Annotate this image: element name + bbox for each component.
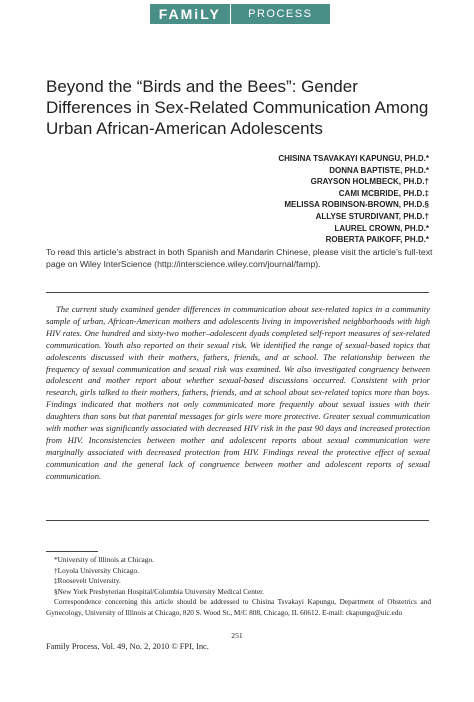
journal-header-banner bbox=[150, 4, 330, 24]
translation-note: To read this article’s abstract in both Spanish and Mandarin Chinese, please visit the article’s full-text page on Wiley InterScience (http://interscience.wiley.com/journal/famp). bbox=[46, 247, 433, 269]
journal-name-process: PROCESS bbox=[231, 4, 330, 24]
footnote-affiliation: §New York Presbyterian Hospital/Columbia University Medical Center. bbox=[54, 586, 264, 596]
journal-citation: Family Process, Vol. 49, No. 2, 2010 © FPI, Inc. bbox=[46, 642, 209, 651]
footnote-rule bbox=[46, 551, 98, 552]
correspondence-note: Correspondence concerning this article should be addressed to Chisina Tsvakayi Kapungu, Department of Obstetrics and Gynecology, University of Illinois at Chicago, 820 S. Wood St., M/C 808, Chicago, IL 60612. E-mail: ckapungu@uic.edu bbox=[46, 597, 431, 617]
author-name: CAMI MCBRIDE, PH.D.‡ bbox=[338, 188, 429, 198]
footnote-affiliation: *University of Illinois at Chicago. bbox=[54, 555, 154, 564]
author-name: ROBERTA PAIKOFF, PH.D.* bbox=[325, 235, 429, 245]
footnote-affiliation: ‡Roosevelt University. bbox=[54, 576, 121, 585]
author-name: GRAYSON HOLMBECK, PH.D.† bbox=[310, 177, 429, 187]
journal-name-family: FAMiLY bbox=[150, 4, 230, 24]
author-list bbox=[169, 153, 429, 246]
article-title: Beyond the “Birds and the Bees”: Gender Differences in Sex-Related Communication Among Urban African-American Adolescents bbox=[46, 77, 429, 138]
footnotes bbox=[46, 555, 431, 618]
author-name: ALLYSE STURDIVANT, PH.D.† bbox=[315, 211, 429, 221]
footnote-affiliation: †Loyola University Chicago. bbox=[54, 565, 139, 575]
author-name: LAUREL CROWN, PH.D.* bbox=[334, 223, 429, 233]
abstract-top-rule bbox=[46, 292, 429, 293]
author-name: DONNA BAPTISTE, PH.D.* bbox=[329, 165, 429, 175]
author-name: MELISSA ROBINSON-BROWN, PH.D.§ bbox=[284, 200, 429, 210]
abstract-bottom-rule bbox=[46, 520, 429, 521]
page-number: 251 bbox=[231, 631, 243, 640]
author-name: CHISINA TSAVAKAYI KAPUNGU, PH.D.* bbox=[278, 154, 429, 163]
abstract-text: The current study examined gender differences in communication about sex-related topics in a community sample of urban, African-American mothers and adolescents living in impoverished neighborhoods with high HIV rates. One hundred and sixty-two mother–adolescent dyads completed self-report measures of sex-related communication. Youth also reported on their sexual risk. We identified the range of sexual-based topics that adolescents discussed with their mothers, fathers, friends, and at school. The relationship between the frequency of sexual communication and sexual risk was examined. We also investigated congruency between adolescent and mother report about whether sexual-based discussions occurred. Consistent with prior research, girls talked to their mothers, fathers, friends, and at school about sex-related topics more than boys. Findings indicated that mothers not only communicated more frequently about sexual issues with their daughters than sons but that parental messages for girls were more protective. Greater sexual communication with mother was significantly associated with decreased HIV risk in the past 90 days and increased protection from HIV. Inconsistencies between mother and adolescent reports about sexual communication were marginally associated with decreased protection from HIV. Findings reveal the protective effect of sexual communication and the general lack of congruence between mother and adolescent reports of sexual communication. bbox=[46, 304, 430, 481]
